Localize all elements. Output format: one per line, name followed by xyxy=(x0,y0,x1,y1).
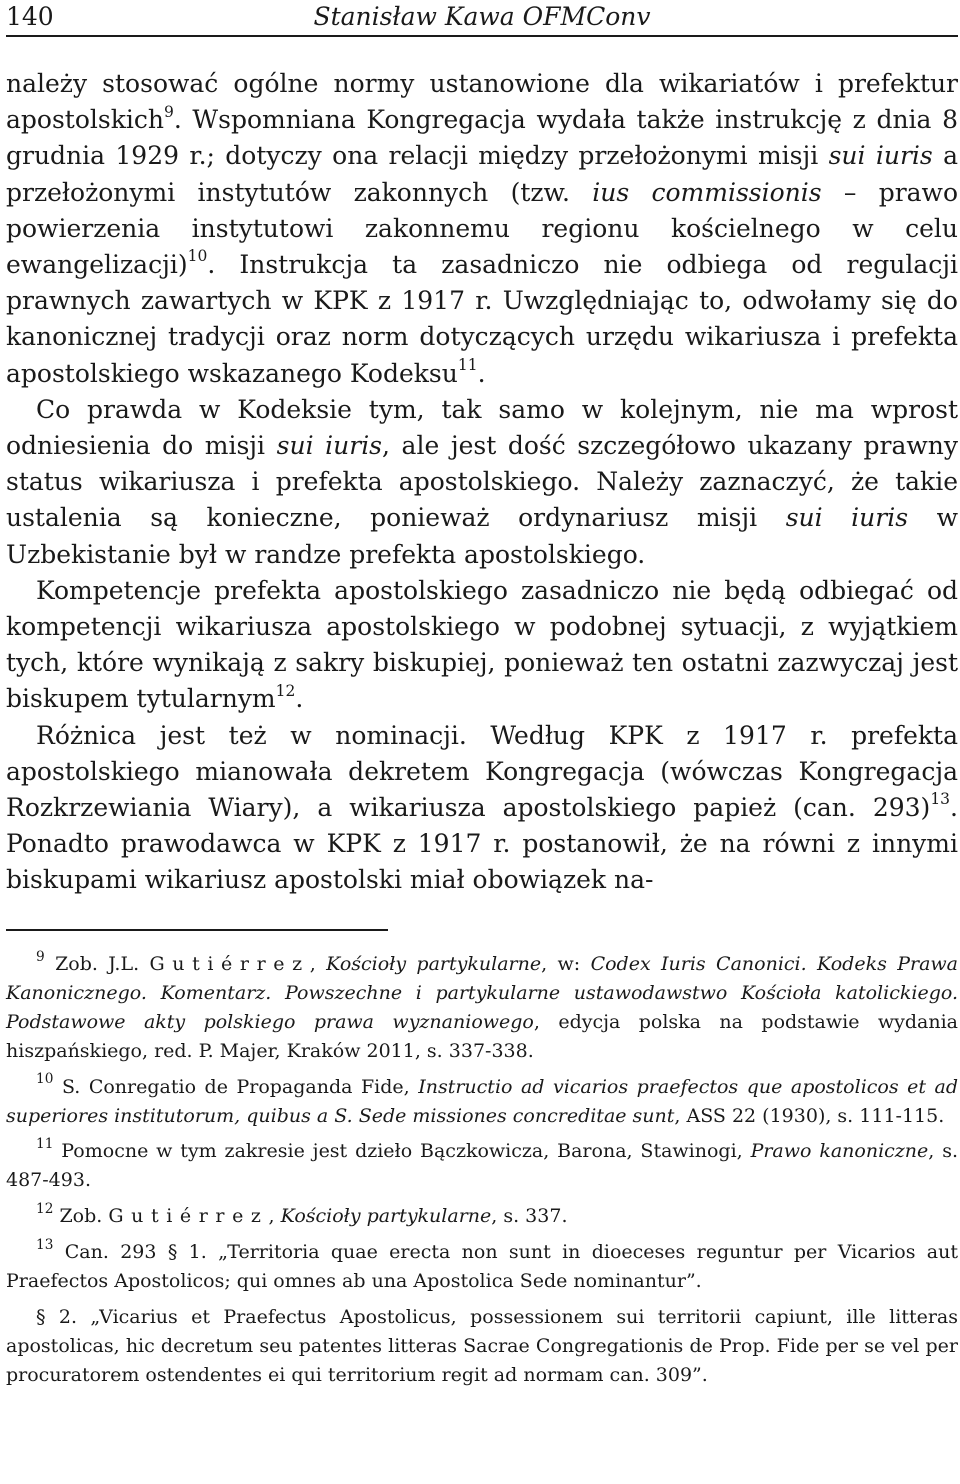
text-run: a przełożonymi instytutów zakonnych (tzw. xyxy=(6,141,958,207)
italic-title: Kościoły partykularne xyxy=(280,1205,492,1228)
text-run: Pomocne w tym zakresie jest dzieło Bączkowicza, Barona, Stawinogi, xyxy=(61,1140,751,1163)
text-run: Can. 293 § 1. „Territoria quae erecta non sunt in dioeceses reguntur per Vicarios aut Praefectos Apostolicos; qui omnes ab una Apostolica Sede nominantur”. xyxy=(6,1241,959,1293)
running-header xyxy=(6,0,958,32)
paragraph-3 xyxy=(6,573,958,718)
footnote-12 xyxy=(6,1202,958,1231)
italic-term: sui iuris xyxy=(276,431,383,461)
author-name: Gutiérrez xyxy=(149,953,310,975)
footnote-number: 11 xyxy=(36,1136,54,1153)
italic-title: Codex Iuris Canonici. Kodeks Prawa Kanonicznego. Komentarz. Powszechne i partykularne ustawodawstwo Kościoła katolickiego. Podstawowe akty polskiego prawa wyznaniowego xyxy=(6,953,958,1033)
footnote-number: 9 xyxy=(36,948,45,965)
text-run: , s. 337. xyxy=(491,1205,568,1228)
main-text xyxy=(6,66,958,899)
text-run: Różnica jest też w nominacji. Według KPK z 1917 r. prefekta apostolskiego mianowała dekretem Kongregacja (wówczas Kongregacja Rozkrzewiania Wiary), a wikariusza apostolskiego papież (can. 293) xyxy=(6,720,958,823)
running-title: Stanisław Kawa OFMConv xyxy=(313,2,651,31)
italic-term: sui iuris xyxy=(828,141,933,171)
footnotes xyxy=(6,950,958,1390)
paragraph-2 xyxy=(6,392,958,573)
text-run: Co prawda w Kodeksie tym, tak samo w kolejnym, nie ma wprost odniesienia do misji xyxy=(6,394,958,461)
text-run: , xyxy=(268,1205,281,1228)
text-run: , w: xyxy=(541,953,591,975)
text-run: należy stosować ogólne normy ustanowione dla wikariatów i prefektur apostolskich xyxy=(6,69,958,135)
header-rule xyxy=(6,35,958,37)
italic-title: Kościoły partykularne xyxy=(326,953,542,975)
paragraph-1 xyxy=(6,66,958,392)
footnote-ref-9[interactable]: 9 xyxy=(163,102,174,121)
italic-term: ius commissionis xyxy=(592,177,822,207)
italic-title: Instructio ad vicarios praefectos que apostolicos et ad superiores institutorum, quibus a S. Sede missiones concreditae sunt xyxy=(6,1075,959,1127)
text-run: , ale jest dość szczegółowo ukazany prawny status wikariusza i prefekta apostolskiego. Należy zaznaczyć, że takie ustalenia są konieczne, ponieważ ordynariusz misji xyxy=(6,431,959,533)
footnote-ref-10[interactable]: 10 xyxy=(187,247,208,266)
footnote-ref-13[interactable]: 13 xyxy=(930,790,951,809)
text-run: w Uzbekistanie był w randze prefekta apostolskiego. xyxy=(6,503,958,569)
text-run: , s. 487-493. xyxy=(6,1140,958,1192)
footnote-separator xyxy=(6,929,388,931)
footnote-number: 12 xyxy=(36,1200,54,1217)
paragraph-4 xyxy=(6,718,958,899)
text-run: . Instrukcja ta zasadniczo nie odbiega od regulacji prawnych zawartych w KPK z 1917 r. Uwzględniając to, odwołamy się do kanonicznej tradycji oraz norm dotyczących urzędu wikariusza i prefekta apostolskiego wskazanego Kodeksu xyxy=(6,250,958,388)
footnote-ref-12[interactable]: 12 xyxy=(275,681,296,700)
text-run: S. Conregatio de Propaganda Fide, xyxy=(61,1075,419,1098)
footnote-10 xyxy=(6,1073,958,1131)
text-run: Zob. J.L. xyxy=(55,953,150,975)
text-run: , edycja polska na podstawie wydania hiszpańskiego, red. P. Majer, Kraków 2011, s. 337-338. xyxy=(6,1010,959,1062)
footnote-11 xyxy=(6,1137,958,1195)
text-run: – prawo powierzenia instytutowi zakonnemu regionu kościelnego w celu ewangelizacji) xyxy=(6,177,958,280)
footnote-13 xyxy=(6,1238,958,1296)
footnote-9 xyxy=(6,950,958,1066)
text-run: § 2. „Vicarius et Praefectus Apostolicus, possessionem sui territorii capiunt, ille litteras apostolicas, hic decretum seu patentes litteras Sacrae Congregationis de Prop. Fide per se vel per procuratorem ostendentes ei qui territorium regit ad normam can. 309”. xyxy=(6,1305,958,1386)
author-name: Gutiérrez xyxy=(108,1205,269,1228)
text-run: Kompetencje prefekta apostolskiego zasadniczo nie będą odbiegać od kompetencji wikariusza apostolskiego w podobnej sytuacji, z wyjątkiem tych, które wynikają z sakry biskupiej, ponieważ ten ostatni zazwyczaj jest biskupem tytularnym xyxy=(6,575,958,714)
footnote-ref-11[interactable]: 11 xyxy=(457,355,478,374)
text-run: . xyxy=(477,358,486,388)
text-run: , ASS 22 (1930), s. 111-115. xyxy=(674,1104,945,1127)
text-run: . Wspomniana Kongregacja wydała także instrukcję z dnia 8 grudnia 1929 r.; dotyczy ona relacji między przełożonymi misji xyxy=(6,105,958,171)
italic-term: sui iuris xyxy=(785,503,909,533)
text-run: . Ponadto prawodawca w KPK z 1917 r. postanowił, że na równi z innymi biskupami wikariusz apostolski miał obowiązek na- xyxy=(6,793,958,895)
footnote-13-continued xyxy=(6,1303,958,1390)
text-run: Zob. xyxy=(59,1205,109,1228)
footnote-number: 10 xyxy=(36,1071,54,1088)
page-number: 140 xyxy=(6,2,54,31)
text-run: . xyxy=(295,684,304,714)
footnote-number: 13 xyxy=(36,1236,54,1253)
text-run: , xyxy=(309,953,327,975)
italic-title: Prawo kanoniczne xyxy=(750,1140,929,1163)
